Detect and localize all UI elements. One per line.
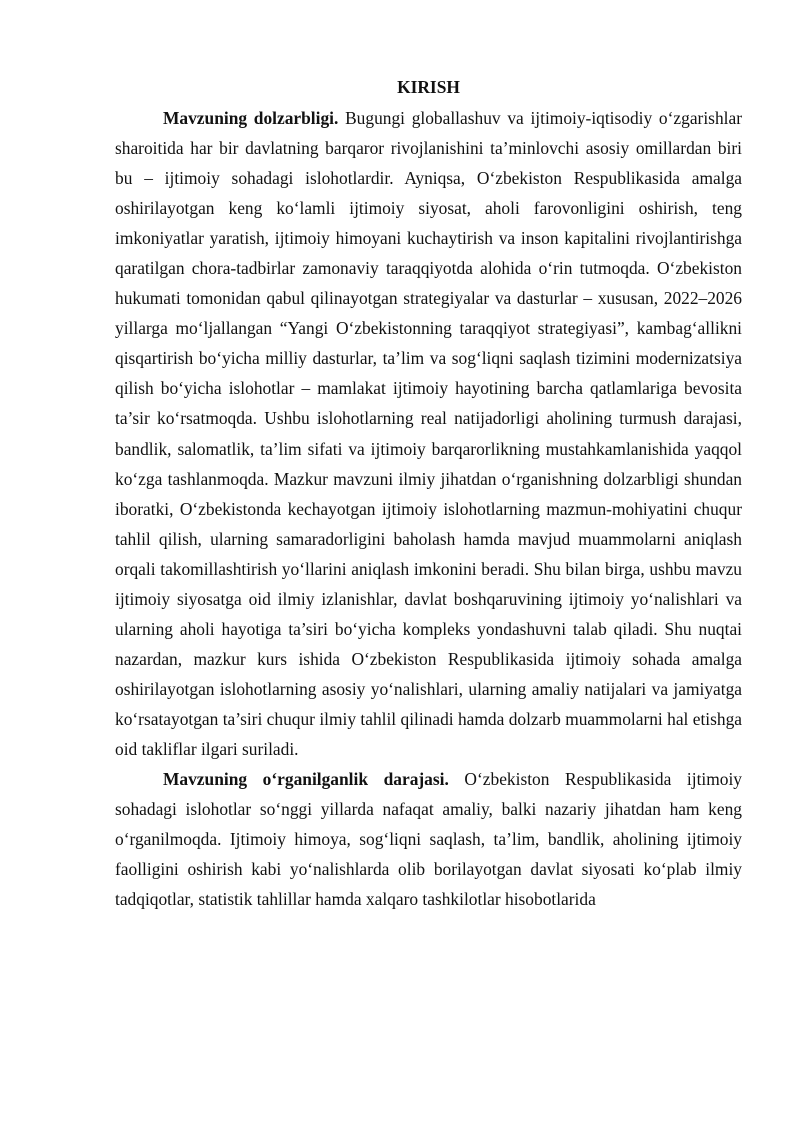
paragraph-relevance	[115, 103, 742, 764]
document-page	[115, 72, 742, 914]
relevance-text: Bugungi globallashuv va ijtimoiy-iqtisodiy o‘zgarishlar sharoitida har bir davlatning barqaror rivojlanishini ta’minlovchi asosiy omillardan biri bu – ijtimoiy sohadagi islohotlardir. Ayniqsa, O‘zbekiston Respublikasida amalga oshirilayotgan keng ko‘lamli ijtimoiy siyosat, aholi farovonligini oshirish, teng imkoniyatlar yaratish, ijtimoiy himoyani kuchaytirish va inson kapitalini rivojlantirishga qaratilgan chora-tadbirlar zamonaviy taraqqiyotda alohida o‘rin tutmoqda. O‘zbekiston hukumati tomonidan qabul qilinayotgan strategiyalar va dasturlar – xususan, 2022–2026 yillarga mo‘ljallangan “Yangi O‘zbekistonning taraqqiyot strategiyasi”, kambag‘allikni qisqartirish bo‘yicha milliy dasturlar, ta’lim va sog‘liqni saqlash tizimini modernizatsiya qilish bo‘yicha islohotlar – mamlakat ijtimoiy hayotining barcha qatlamlariga bevosita ta’sir ko‘rsatmoqda. Ushbu islohotlarning real natijadorligi aholining turmush darajasi, bandlik, salomatlik, ta’lim sifati va ijtimoiy barqarorlikning mustahkamlanishida yaqqol ko‘zga tashlanmoqda. Mazkur mavzuni ilmiy jihatdan o‘rganishning dolzarbligi shundan iboratki, O‘zbekistonda kechayotgan ijtimoiy islohotlarning mazmun-mohiyatini chuqur tahlil qilish, ularning samaradorligini baholash hamda mavjud muammolarni aniqlash orqali takomillashtirish yo‘llarini aniqlash imkonini beradi. Shu bilan birga, ushbu mavzu ijtimoiy siyosatga oid ilmiy izlanishlar, davlat boshqaruvining ijtimoiy yo‘nalishlari va ularning aholi hayotiga ta’siri bo‘yicha kompleks yondashuvni talab qiladi. Shu nuqtai nazardan, mazkur kurs ishida O‘zbekiston Respublikasida ijtimoiy sohada amalga oshirilayotgan islohotlarning asosiy yo‘nalishlari, ularning amaliy natijalari va jamiyatga ko‘rsatayotgan ta’siri chuqur ilmiy tahlil qilinadi hamda dolzarb muammolarni hal etishga oid takliflar ilgari suriladi.	[115, 108, 742, 759]
study-level-heading: Mavzuning o‘rganilganlik darajasi.	[163, 769, 449, 790]
study-level-text: O‘zbekiston Respublikasida ijtimoiy sohadagi islohotlar so‘nggi yillarda nafaqat amaliy, balki nazariy jihatdan ham keng o‘rganilmoqda. Ijtimoiy himoya, sog‘liqni saqlash, ta’lim, bandlik, aholining ijtimoiy faolligini oshirish kabi yo‘nalishlarda olib borilayotgan davlat siyosati ko‘plab ilmiy tadqiqotlar, statistik tahlillar hamda xalqaro tashkilotlar hisobotlarida	[115, 769, 742, 910]
paragraph-study-level	[115, 764, 742, 914]
relevance-heading: Mavzuning dolzarbligi.	[163, 108, 339, 128]
document-title: KIRISH	[397, 77, 460, 97]
